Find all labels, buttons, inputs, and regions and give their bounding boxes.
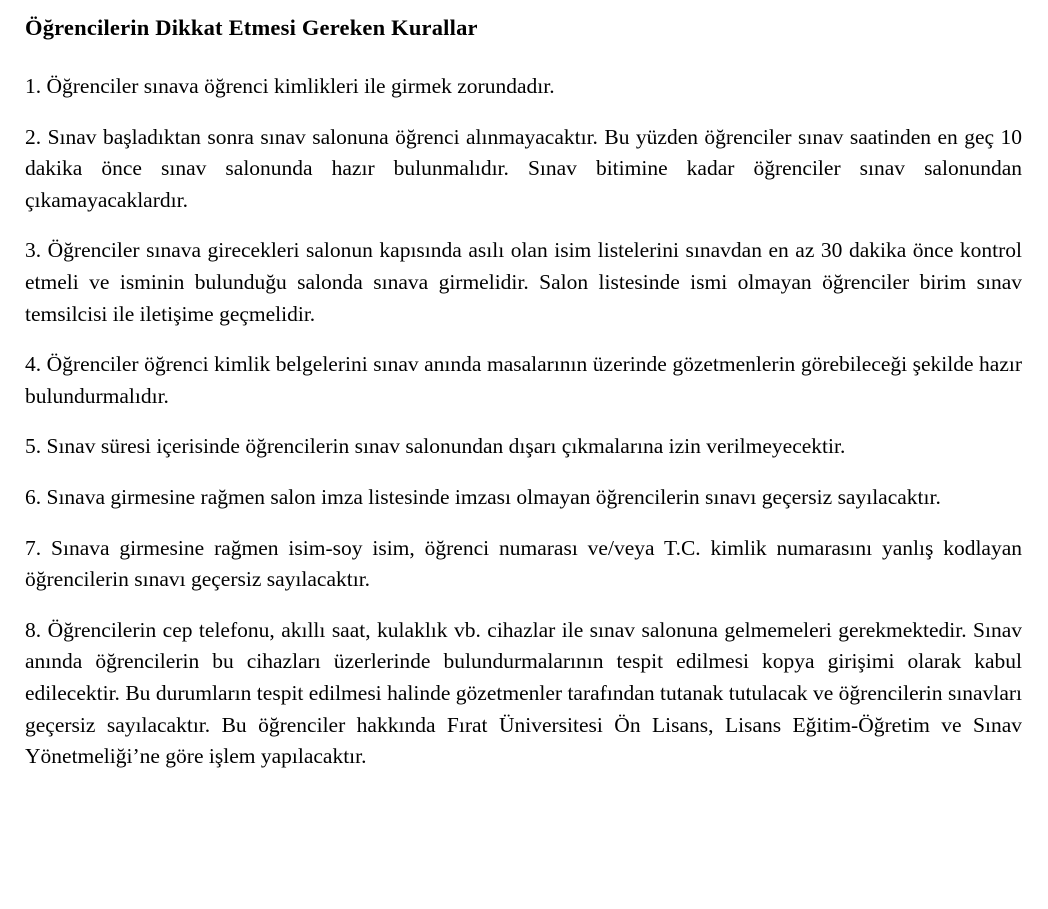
rule-number: 6. xyxy=(25,484,42,509)
rule-number: 3. xyxy=(25,238,42,263)
rule-number: 8. xyxy=(25,617,42,642)
rule-paragraph-4 xyxy=(25,349,1022,412)
rule-text: Öğrencilerin cep telefonu, akıllı saat, kulaklık vb. cihazlar ile sınav salonuna gelmemeleri gerekmektedir. Sınav anında öğrencilerin bu cihazları üzerlerinde bulundurmalarının tespit edilmesi kopya girişimi olarak kabul edilecektir. Bu durumların tespit edilmesi halinde gözetmenler tarafından tutanak tutulacak ve öğrencilerin sınavları geçersiz sayılacaktır. Bu öğrenciler hakkında Fırat Üniversitesi Ön Lisans, Lisans Eğitim-Öğretim ve Sınav Yönetmeliği’ne göre işlem yapılacaktır. xyxy=(25,617,1023,769)
rule-text: Öğrenciler sınava öğrenci kimlikleri ile girmek zorundadır. xyxy=(46,74,555,98)
rule-paragraph-6 xyxy=(25,482,1022,514)
rule-paragraph-8 xyxy=(25,615,1022,773)
rule-paragraph-7 xyxy=(25,533,1022,596)
rule-paragraph-1 xyxy=(25,71,1022,103)
rule-number: 1. xyxy=(25,74,42,98)
rule-number: 7. xyxy=(25,535,42,560)
rule-number: 2. xyxy=(25,124,42,149)
rule-number: 4. xyxy=(25,352,42,377)
rule-text: Sınav başladıktan sonra sınav salonuna öğrenci alınmayacaktır. Bu yüzden öğrenciler sınav saatinden en geç 10 dakika önce sınav salonunda hazır bulunmalıdır. Sınav bitimine kadar öğrenciler sınav salonundan çıkamayacaklardır. xyxy=(25,124,1023,212)
rule-text: Sınav süresi içerisinde öğrencilerin sınav salonundan dışarı çıkmalarına izin verilmeyecektir. xyxy=(46,434,846,459)
rule-text: Sınava girmesine rağmen salon imza listesinde imzası olmayan öğrencilerin sınavı geçersiz sayılacaktır. xyxy=(46,484,941,509)
rule-paragraph-2 xyxy=(25,122,1022,217)
page-title: Öğrencilerin Dikkat Etmesi Gereken Kurallar xyxy=(25,15,478,40)
rule-text: Sınava girmesine rağmen isim-soy isim, öğrenci numarası ve/veya T.C. kimlik numarasını yanlış kodlayan öğrencilerin sınavı geçersiz sayılacaktır. xyxy=(25,535,1023,592)
rule-paragraph-3 xyxy=(25,235,1022,330)
rule-text: Öğrenciler sınava girecekleri salonun kapısında asılı olan isim listelerini sınavdan en az 30 dakika önce kontrol etmeli ve isminin bulunduğu salonda sınava girmelidir. Salon listesinde ismi olmayan öğrenciler birim sınav temsilcisi ile iletişime geçmelidir. xyxy=(25,238,1022,326)
rule-paragraph-5 xyxy=(25,431,1022,463)
rule-number: 5. xyxy=(25,434,42,459)
rule-text: Öğrenciler öğrenci kimlik belgelerini sınav anında masalarının üzerinde gözetmenlerin görebileceği şekilde hazır bulundurmalıdır. xyxy=(25,352,1023,408)
